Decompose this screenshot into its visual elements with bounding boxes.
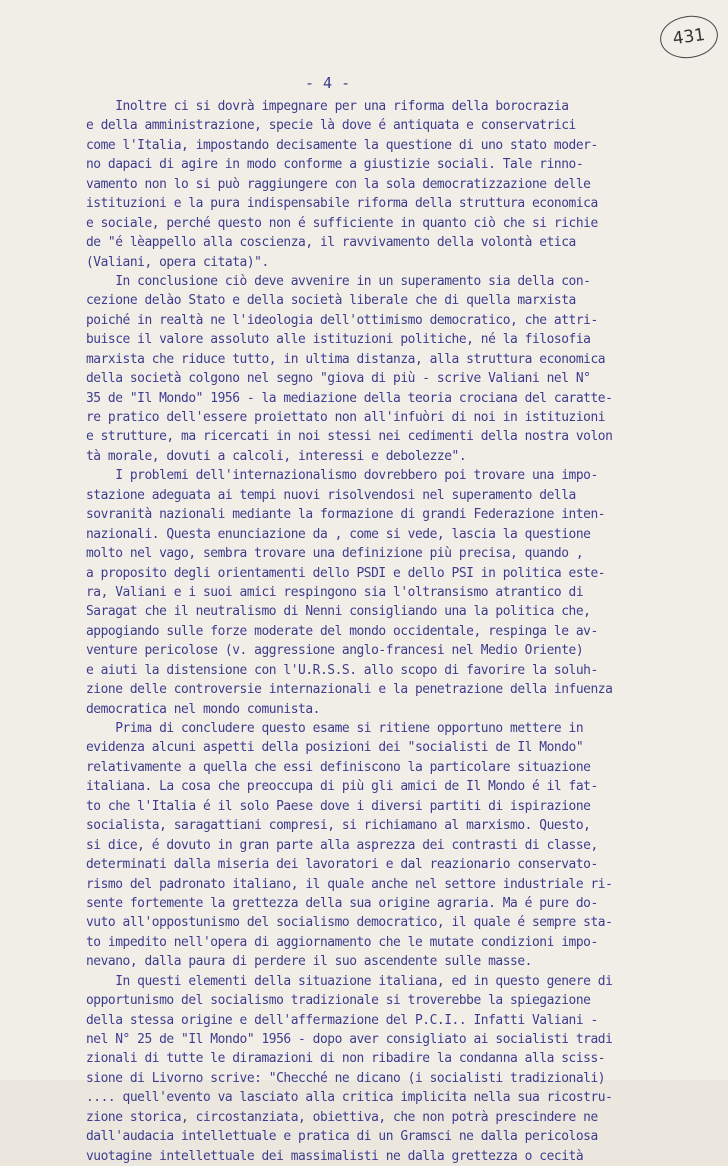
text-line: sione di Livorno scrive: "Checché ne dicano (i socialisti tradizionali) [86,1070,606,1086]
typed-body-text [86,97,714,1166]
text-line: to che l'Italia é il solo Paese dove i diversi partiti di ispirazione [86,798,591,814]
text-line: democratica nel mondo comunista. [86,701,320,717]
text-line: stazione adeguata ai tempi nuovi risolvendosi nel superamento della [86,487,576,503]
text-line: e sociale, perché questo non é sufficiente in quanto ciò che si richie [86,215,598,231]
text-line: Inoltre ci si dovrà impegnare per una riforma della borocrazia [86,99,569,114]
text-line: to impedito nell'opera di aggiornamento che le mutate condizioni impo- [86,934,598,950]
text-line: poiché in realtà ne l'ideologia dell'ottimismo democratico, che attri- [86,312,598,328]
text-line: buisce il valore assoluto alle istituzioni politiche, né la filosofia [86,332,591,348]
text-line: dall'audacia intellettuale e pratica di un Gramsci ne dalla pericolosa [86,1129,598,1145]
text-line: no dapaci di agire in modo conforme a giustizie sociali. Tale rinno- [86,157,584,173]
text-line: Saragat che il neutralismo di Nenni consigliando una la politica che, [86,604,591,620]
text-line: come l'Italia, impostando decisamente la questione di uno stato moder- [86,137,598,153]
text-line: I problemi dell'internazionalismo dovrebbero poi trovare una impo- [86,468,598,484]
text-line: nazionali. Questa enunciazione da , come si vede, lascia la questione [86,526,591,542]
text-line: italiana. La cosa che preoccupa di più gli amici de Il Mondo é il fat- [86,779,598,795]
text-line: sovranità nazionali mediante la formazione di grandi Federazione inten- [86,507,606,523]
text-line: vuotagine intellettuale dei massimalisti ne dalla grettezza o cecità [86,1148,584,1164]
text-line: marxista che riduce tutto, in ultima distanza, alla struttura economica [86,351,606,367]
text-line: tà morale, dovuti a calcoli, interessi e debolezze". [86,448,467,464]
text-line: e strutture, ma ricercati in noi stessi nei cedimenti della nostra volon [86,429,613,445]
text-line: sente fortemente la grettezza della sua origine agraria. Ma é pure do- [86,895,598,911]
text-line: vamento non lo si può raggiungere con la sola democratizzazione delle [86,176,591,192]
text-line: molto nel vago, sembra trovare una definizione più precisa, quando , [86,546,584,562]
text-line: determinati dalla miseria dei lavoratori e dal reazionario conservato- [86,857,598,873]
text-line: zionali di tutte le diramazioni di non ribadire la condanna alla sciss- [86,1051,606,1067]
text-line: appogiando sulle forze moderate del mondo occidentale, respinga le av- [86,623,598,639]
text-line: socialista, saragattiani compresi, si richiamano al marxismo. Questo, [86,818,591,834]
text-line: zione storica, circostanziata, obiettiva, che non potrà prescindere ne [86,1109,598,1125]
text-line: nevano, dalla paura di perdere il suo ascendente sulle masse. [86,954,532,970]
text-line: della società colgono nel segno "giova di più - scrive Valiani nel N° [86,371,591,387]
text-line: opportunismo del socialismo tradizionale si troverebbe la spiegazione [86,993,591,1009]
text-line: della stessa origine e dell'affermazione del P.C.I.. Infatti Valiani - [86,1012,598,1028]
archive-stamp-number: 431 [671,24,707,50]
text-line: istituzioni e la pura indispensabile riforma della struttura economica [86,196,598,212]
text-line: venture pericolose (v. aggressione anglo-francesi nel Medio Oriente) [86,643,584,659]
text-line: e della amministrazione, specie là dove é antiquata e conservatrici [86,118,576,134]
text-line: In questi elementi della situazione italiana, ed in questo genere di [86,973,613,989]
text-line: .... quell'evento va lasciato alla critica implicita nella sua ricostru- [86,1090,613,1106]
text-line: e aiuti la distensione con l'U.R.S.S. allo scopo di favorire la soluh- [86,662,598,678]
text-line: si dice, é dovuto in gran parte alla asprezza dei contrasti di classe, [86,837,598,853]
text-line: cezione delào Stato e della società liberale che di quella marxista [86,293,576,309]
text-line: a proposito degli orientamenti dello PSDI e dello PSI in politica este- [86,565,606,581]
text-line: relativamente a quella che essi definiscono la particolare situazione [86,759,591,775]
archive-stamp [657,12,720,62]
text-line: evidenza alcuni aspetti della posizioni dei "socialisti de Il Mondo" [86,740,584,756]
text-line: vuto all'oppostunismo del socialismo democratico, il quale é sempre sta- [86,915,613,931]
text-line: 35 de "Il Mondo" 1956 - la mediazione della teoria crociana del caratte- [86,390,613,406]
text-line: re pratico dell'essere proiettato non all'infuòri di noi in istituzioni [86,410,606,425]
text-line: (Valiani, opera citata)". [86,254,269,270]
text-line: de "é lèappello alla coscienza, il ravvivamento della volontà etica [86,235,576,251]
text-line: zione delle controversie internazionali e la penetrazione della infuenza [86,682,613,698]
text-line: In conclusione ciò deve avvenire in un superamento sia della con- [86,273,591,289]
text-line: ra, Valiani e i suoi amici respingono sia l'oltransismo atrantico di [86,584,584,600]
text-line: nel N° 25 de "Il Mondo" 1956 - dopo aver consigliato ai socialisti tradi [86,1032,613,1047]
text-line: rismo del padronato italiano, il quale anche nel settore industriale ri- [86,876,613,892]
text-line: Prima di concludere questo esame si ritiene opportuno mettere in [86,721,584,736]
page-number: - 4 - [305,74,351,92]
